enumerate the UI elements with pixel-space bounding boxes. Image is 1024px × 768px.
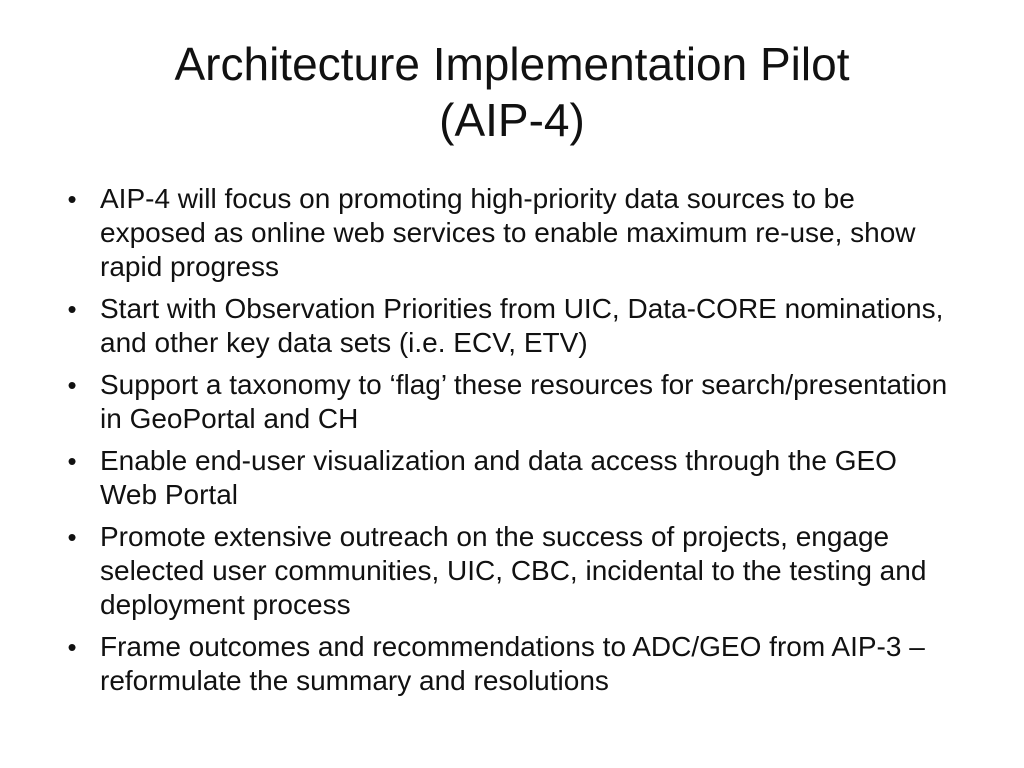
bullet-item-outcomes [60,630,952,698]
bullet-text: Support a taxonomy to ‘flag’ these resources for search/presentation in GeoPortal and CH [100,369,948,434]
bullet-item-visualization [60,444,952,512]
bullet-icon: • [67,370,77,400]
bullet-icon: • [67,522,77,552]
bullet-icon: • [67,184,77,214]
slide-title-line-1: Architecture Implementation Pilot [174,38,850,90]
bullet-text: Promote extensive outreach on the success of projects, engage selected user communities, UIC, CBC, incidental to the testing and deployment process [100,521,927,620]
bullet-text: Frame outcomes and recommendations to ADC/GEO from AIP-3 – reformulate the summary and resolutions [100,631,925,696]
bullet-list [60,182,952,698]
slide-title-line-2: (AIP-4) [439,94,585,146]
bullet-text: AIP-4 will focus on promoting high-priority data sources to be exposed as online web services to enable maximum re-use, show rapid progress [100,183,916,282]
bullet-item-outreach [60,520,952,622]
bullet-icon: • [67,446,77,476]
slide-title [60,36,964,148]
bullet-text: Enable end-user visualization and data access through the GEO Web Portal [100,445,897,510]
slide-content [60,182,952,706]
bullet-item-observation-priorities [60,292,952,360]
bullet-item-aip4-focus [60,182,952,284]
bullet-icon: • [67,294,77,324]
bullet-text: Start with Observation Priorities from UIC, Data-CORE nominations, and other key data sets (i.e. ECV, ETV) [100,293,944,358]
bullet-icon: • [67,632,77,662]
bullet-item-taxonomy [60,368,952,436]
